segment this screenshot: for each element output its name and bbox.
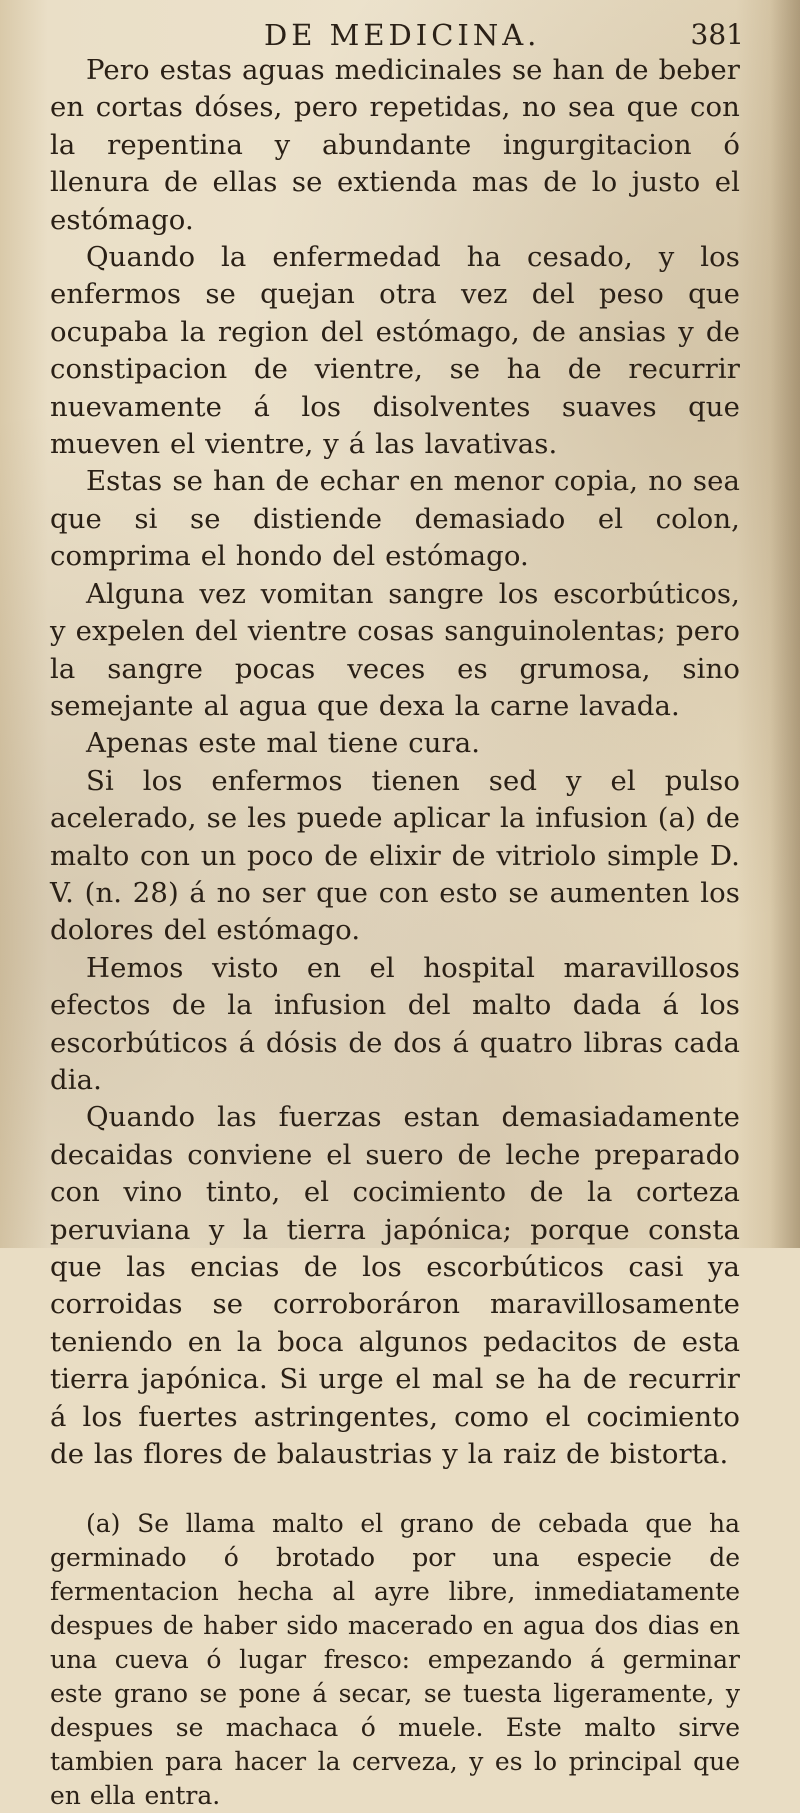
page-number: 381: [690, 18, 744, 51]
page-body: [50, 52, 740, 1813]
paragraph: Alguna vez vomitan sangre los escorbúticos, y expelen del vientre cosas sanguinolentas; pero la sangre pocas veces es grumosa, sino semejante al agua que dexa la carne lavada.: [50, 577, 740, 722]
paragraph: Apenas este mal tiene cura.: [86, 727, 481, 760]
footnote: (a) Se llama malto el grano de cebada que ha germinado ó brotado por una especie de fermentacion hecha al ayre libre, inmediatamente despues de haber sido macerado en agua dos dias en una cueva ó lugar fresco: empezando á germinar este grano se pone á secar, se tuesta ligeramente, y despues se machaca ó muele. Este malto sirve tambien para hacer la cerveza, y es lo principal que en ella entra.: [50, 1509, 740, 1811]
paragraph: Quando la enfermedad ha cesado, y los enfermos se quejan otra vez del peso que ocupaba la region del estómago, de ansias y de constipacion de vientre, se ha de recurrir nuevamente á los disolventes suaves que mueven el vientre, y á las lavativas.: [50, 241, 740, 461]
paragraph: Si los enfermos tienen sed y el pulso acelerado, se les puede aplicar la infusion (a) de malto con un poco de elixir de vitriolo simple D. V. (n. 28) á no ser que con esto se aumenten los dolores del estómago.: [50, 764, 740, 947]
page-edge-shadow: [770, 0, 800, 1248]
paragraph: Quando las fuerzas estan demasiadamente decaidas conviene el suero de leche preparado con vino tinto, el cocimiento de la corteza peruviana y la tierra japónica; porque consta que las encias de los escorbúticos casi ya corroidas se corroboráron maravillosamente teniendo en la boca algunos pedacitos de esta tierra japónica. Si urge el mal se ha de recurrir á los fuertes astringentes, como el cocimiento de las flores de balaustrias y la raiz de bistorta.: [50, 1101, 740, 1471]
paragraph: Hemos visto en el hospital maravillosos efectos de la infusion del malto dada á los escorbúticos á dósis de dos á quatro libras cada dia.: [50, 951, 740, 1096]
paragraph: Pero estas aguas medicinales se han de beber en cortas dóses, pero repetidas, no sea que con la repentina y abundante ingurgitacion ó llenura de ellas se extienda mas de lo justo el estómago.: [50, 54, 740, 236]
footnote-separator: [50, 1473, 740, 1507]
paragraph: Estas se han de echar en menor copia, no sea que si se distiende demasiado el colon, comprima el hondo del estómago.: [50, 465, 740, 573]
running-title: DE MEDICINA.: [264, 18, 541, 52]
page-header: [40, 12, 760, 52]
